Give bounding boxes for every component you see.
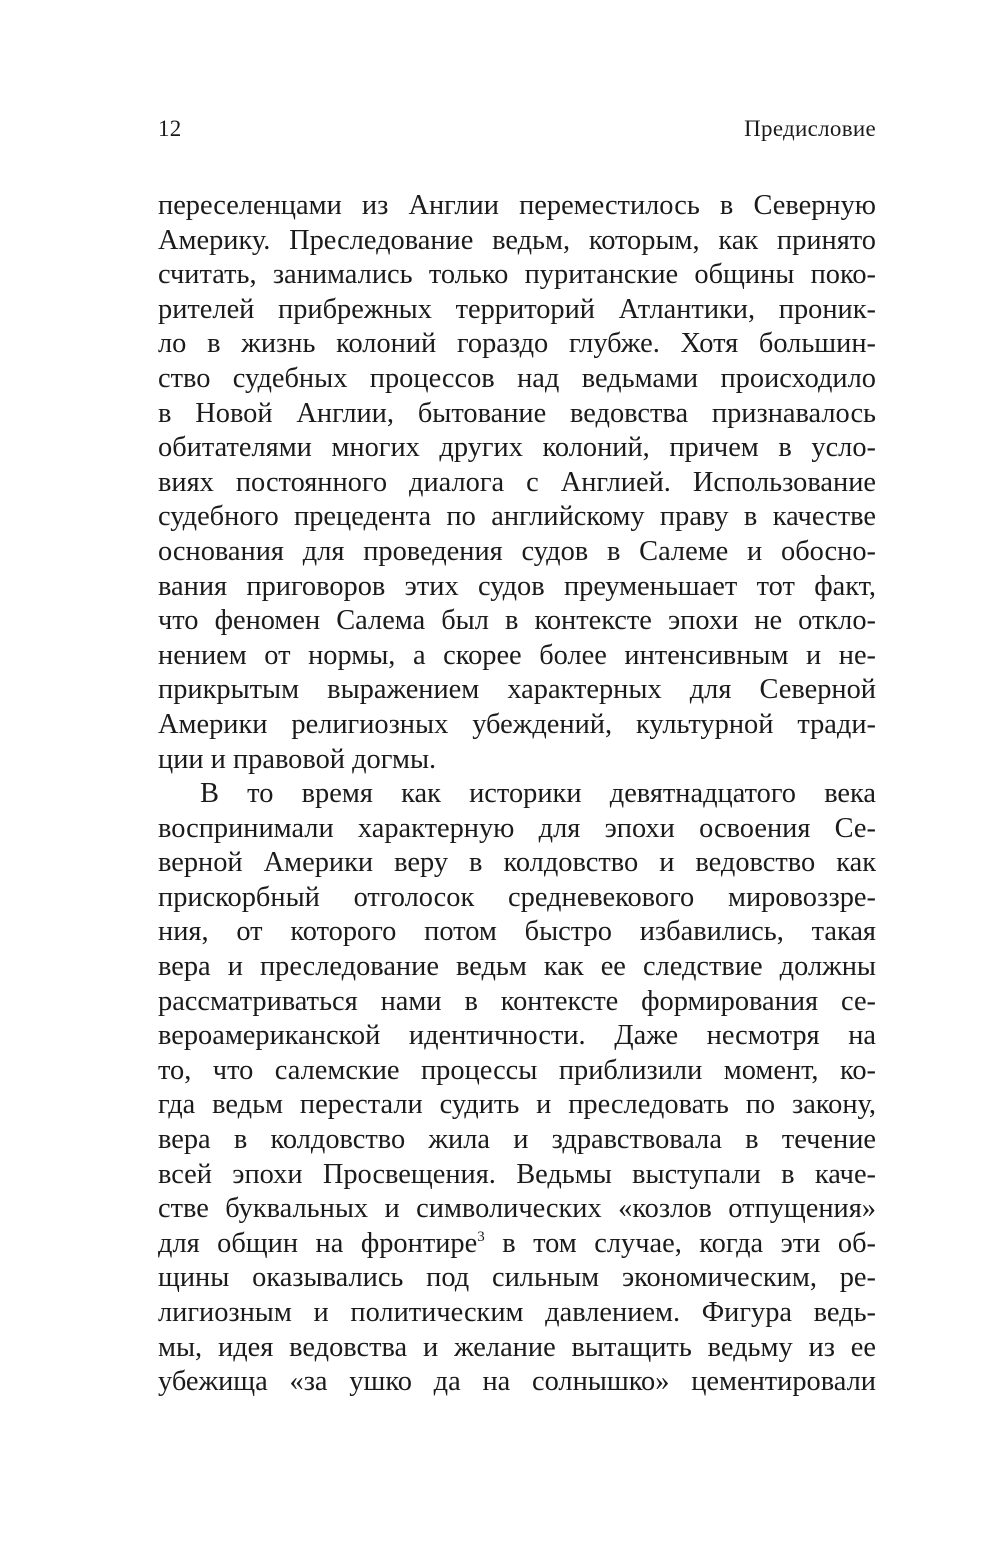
text-line: Америку. Преследование ведьм, которым, как принято bbox=[158, 224, 876, 256]
text-line: судебного прецедента по английскому праву в качестве bbox=[158, 501, 876, 533]
running-head bbox=[158, 116, 876, 150]
text-line: рассматриваться нами в контексте формирования се- bbox=[158, 985, 876, 1017]
text-line: основания для проведения судов в Салеме и обосно- bbox=[158, 535, 876, 567]
text-line: воспринимали характерную для эпохи освоения Се- bbox=[158, 812, 876, 844]
text-line: обитателями многих других колоний, причем в усло- bbox=[158, 432, 876, 464]
text-line: щины оказывались под сильным экономическим, ре- bbox=[158, 1262, 876, 1294]
text-line: всей эпохи Просвещения. Ведьмы выступали в каче- bbox=[158, 1158, 876, 1190]
text-line: вера и преследование ведьм как ее следствие должны bbox=[158, 951, 876, 983]
text-line: вероамериканской идентичности. Даже несмотря на bbox=[158, 1020, 876, 1052]
footnote-reference[interactable]: 3 bbox=[477, 1228, 485, 1245]
text-line: что феномен Салема был в контексте эпохи не откло- bbox=[158, 605, 876, 637]
paragraph-2 bbox=[158, 777, 876, 1400]
body-text bbox=[158, 189, 876, 1400]
text-line: вания приговоров этих судов преуменьшает тот факт, bbox=[158, 570, 876, 602]
text-line: верной Америки веру в колдовство и ведовство как bbox=[158, 847, 876, 879]
text-line: гда ведьм перестали судить и преследовать по закону, bbox=[158, 1089, 876, 1121]
text-line: прискорбный отголосок средневекового мировоззре- bbox=[158, 881, 876, 913]
page-number: 12 bbox=[158, 116, 182, 141]
text-line: В то время как историки девятнадцатого века bbox=[200, 778, 876, 810]
text-line: то, что салемские процессы приблизили момент, ко- bbox=[158, 1054, 876, 1086]
text-line: виях постоянного диалога с Англией. Использование bbox=[158, 466, 876, 498]
text-line: мы, идея ведовства и желание вытащить ведьму из ее bbox=[158, 1331, 876, 1363]
footnote-line-after: в том случае, когда эти об- bbox=[484, 1227, 876, 1259]
footnote-line-before: для общин на фронтире bbox=[158, 1227, 478, 1259]
text-line: лигиозным и политическим давлением. Фигура ведь- bbox=[158, 1297, 876, 1328]
text-line: ции и правовой догмы. bbox=[158, 743, 437, 775]
text-line: переселенцами из Англии переместилось в Северную bbox=[158, 190, 876, 221]
paragraph-1 bbox=[158, 189, 876, 777]
text-line: стве буквальных и символических «козлов отпущения» bbox=[158, 1193, 876, 1225]
text-line: в Новой Англии, бытование ведовства признавалось bbox=[158, 397, 876, 429]
text-line: убежища «за ушко да на солнышко» цементировали bbox=[158, 1366, 876, 1398]
text-line: прикрытым выражением характерных для Северной bbox=[158, 674, 876, 706]
text-line: нением от нормы, а скорее более интенсивным и не- bbox=[158, 639, 876, 671]
text-line: считать, занимались только пуританские общины поко- bbox=[158, 259, 876, 291]
section-title: Предисловие bbox=[744, 116, 876, 141]
text-line: ло в жизнь колоний гораздо глубже. Хотя большин- bbox=[158, 328, 876, 360]
text-line: ния, от которого потом быстро избавились, такая bbox=[158, 916, 876, 948]
text-line: вера в колдовство жила и здравствовала в течение bbox=[158, 1124, 876, 1156]
text-line: рителей прибрежных территорий Атлантики, проник- bbox=[158, 293, 876, 325]
text-line: ство судебных процессов над ведьмами происходило bbox=[158, 362, 876, 394]
text-line-with-footnote bbox=[158, 1227, 876, 1262]
text-line: Америки религиозных убеждений, культурной тради- bbox=[158, 708, 876, 740]
